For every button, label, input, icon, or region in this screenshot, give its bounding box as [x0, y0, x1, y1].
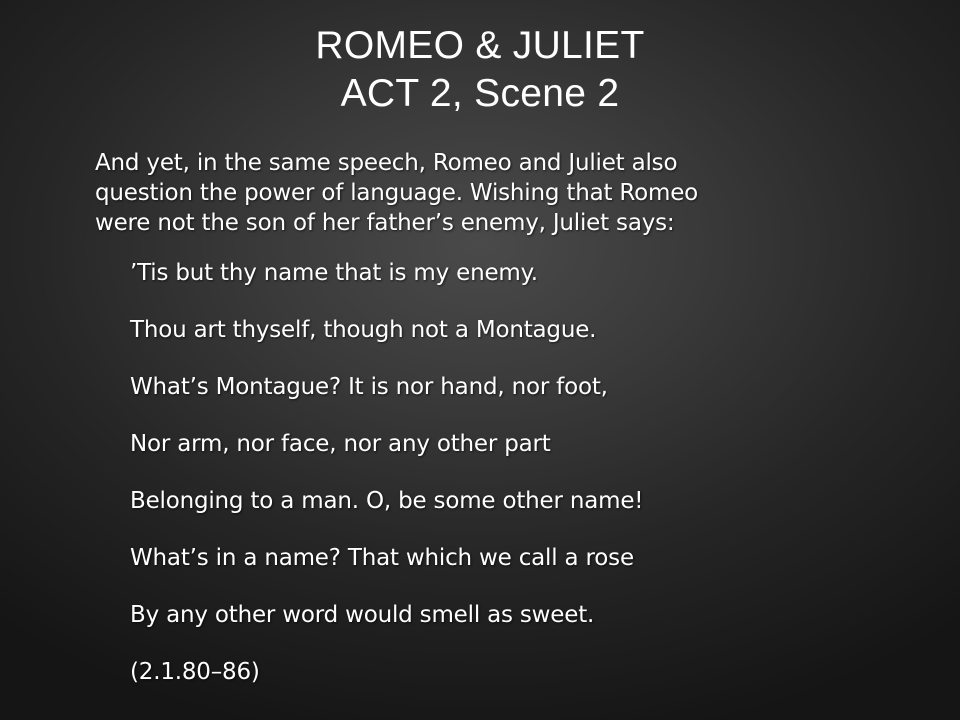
intro-line: And yet, in the same speech, Romeo and Juliet also — [95, 150, 678, 176]
slide-body — [95, 148, 915, 714]
quote-line: What’s Montague? It is nor hand, nor foot, — [130, 374, 608, 400]
quote-line: Belonging to a man. O, be some other name! — [130, 488, 644, 514]
title-line-play: ROMEO & JULIET — [315, 24, 645, 67]
intro-paragraph — [95, 148, 915, 238]
intro-line: question the power of language. Wishing that Romeo — [95, 180, 699, 206]
quote-line: What’s in a name? That which we call a rose — [130, 545, 634, 571]
quote-line: Thou art thyself, though not a Montague. — [130, 317, 597, 343]
quote-line: By any other word would smell as sweet. — [130, 602, 595, 628]
citation: (2.1.80–86) — [130, 659, 260, 685]
slide-title — [0, 22, 960, 118]
intro-line: were not the son of her father’s enemy, Juliet says: — [95, 210, 675, 236]
quotation-block — [95, 258, 915, 687]
quote-line: Nor arm, nor face, nor any other part — [130, 431, 551, 457]
quote-line: ’Tis but thy name that is my enemy. — [130, 260, 538, 286]
title-line-act-scene: ACT 2, Scene 2 — [340, 72, 620, 115]
